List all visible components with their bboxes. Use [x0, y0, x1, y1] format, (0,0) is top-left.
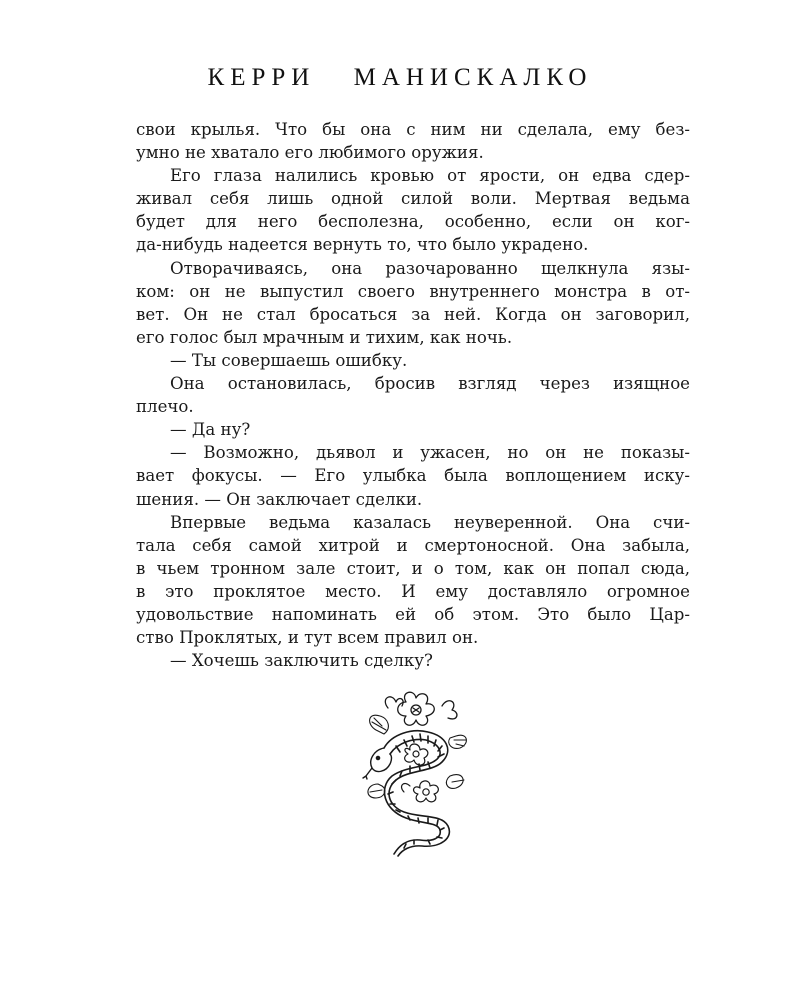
text-line: плечо. — [136, 397, 194, 417]
text-line: живал себя лишь одной силой воли. Мертвая ведьма — [136, 189, 690, 209]
text-line: умно не хватало его любимого оружия. — [136, 143, 484, 163]
paragraph — [136, 164, 690, 256]
text-line: тала себя самой хитрой и смертоносной. Она забыла, — [136, 535, 690, 555]
flower-lower — [402, 781, 439, 802]
text-line: в чьем тронном зале стоит, и о том, как он попал сюда, — [136, 558, 690, 578]
paragraph — [136, 257, 690, 349]
text-line: свои крылья. Что бы она с ним ни сделала, ему без- — [136, 120, 690, 139]
text-line: Отворачиваясь, она разочарованно щелкнула язы- — [170, 258, 690, 278]
paragraph — [136, 511, 690, 650]
text-line: Впервые ведьма казалась неуверенной. Она счи- — [170, 512, 690, 532]
paragraph — [136, 372, 690, 418]
flower-middle — [405, 744, 428, 765]
flower-top — [385, 692, 457, 725]
text-line: шения. — Он заключает сделки. — [136, 489, 423, 509]
text-line: ком: он не выпустил своего внутреннего монстра в от- — [136, 281, 690, 301]
text-line: его голос был мрачным и тихим, как ночь. — [136, 327, 513, 347]
text-line: — Да ну? — [170, 420, 251, 440]
running-header: КЕРРИ МАНИСКАЛКО — [207, 64, 593, 91]
paragraph — [136, 441, 690, 510]
text-line: удовольствие напоминать ей об этом. Это было Цар- — [136, 604, 690, 624]
text-line: Она остановилась, бросив взгляд через изящное — [170, 374, 690, 394]
text-line: вет. Он не стал бросаться за ней. Когда он заговорил, — [136, 304, 690, 324]
paragraph — [136, 418, 690, 441]
text-line: — Возможно, дьявол и ужасен, но он не показы- — [170, 443, 690, 463]
paragraph — [136, 349, 690, 372]
snake-flower-ornament-icon — [362, 688, 474, 858]
snake-head — [363, 748, 392, 779]
text-line: да-нибудь надеется вернуть то, что было украдено. — [136, 235, 589, 255]
text-line: в это проклятое место. И ему доставляло огромное — [136, 581, 690, 601]
text-line: — Хочешь заключить сделку? — [170, 651, 433, 671]
paragraph — [136, 118, 690, 164]
text-line: ство Проклятых, и тут всем правил он. — [136, 628, 479, 648]
text-line: будет для него бесполезна, особенно, если он ког- — [136, 212, 690, 232]
body-text — [136, 118, 690, 672]
paragraph — [136, 649, 690, 672]
text-line: Его глаза налились кровью от ярости, он едва сдер- — [170, 166, 690, 186]
text-line: вает фокусы. — Его улыбка была воплощением иску- — [136, 466, 690, 486]
text-line: — Ты совершаешь ошибку. — [170, 350, 408, 370]
